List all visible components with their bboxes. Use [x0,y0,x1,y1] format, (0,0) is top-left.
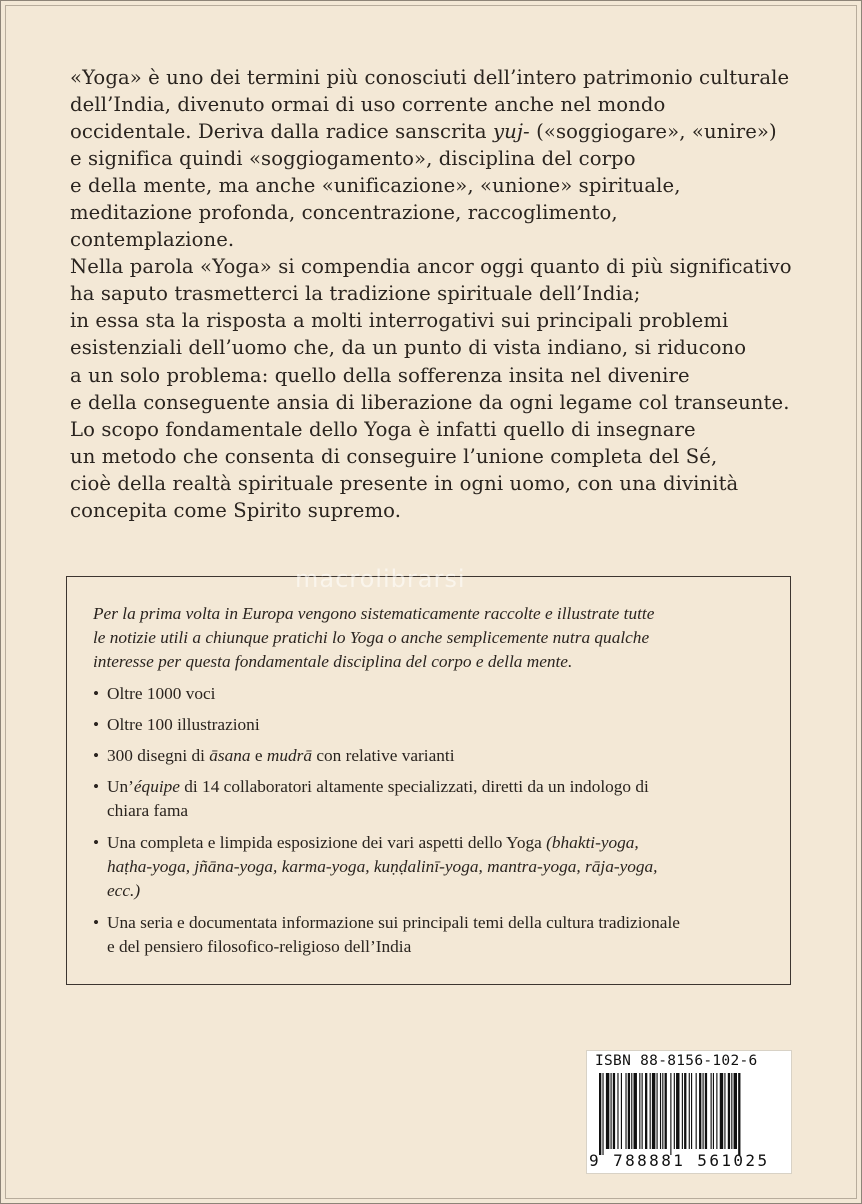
text-line: dell’India, divenuto ormai di uso corrente anche nel mondo [70,93,666,117]
barcode-block [586,1050,792,1174]
bullet: • [93,684,100,703]
intro-line: le notizie utili a chiunque pratichi lo Yoga o anche semplicemente nutra qualche [93,628,650,647]
barcode-bar [696,1073,697,1149]
barcode-bar [621,1073,622,1149]
italic-term: équipe [133,777,180,796]
barcode-bar [703,1073,704,1149]
item-line [107,775,793,799]
barcode-bar [682,1073,683,1149]
list-item [93,911,793,959]
text-line: cioè della realtà spirituale presente in ogni uomo, con una divinità [70,471,739,495]
barcode-bar [699,1073,701,1149]
barcode-bar [645,1073,647,1149]
barcode-bar [617,1073,618,1149]
text-segment: Un’ [107,777,134,796]
barcode-bar [639,1073,640,1149]
text-segment: Una completa e limpida esposizione dei vari aspetti dello Yoga [107,833,547,852]
item-text: Oltre 1000 voci [107,684,216,703]
barcode-bar [650,1073,651,1149]
italic-term: āsana [209,746,251,765]
text-line: in essa sta la risposta a molti interrogativi sui principali problemi [70,309,729,333]
barcode-bar [728,1073,730,1149]
text-line: meditazione profonda, concentrazione, raccoglimento, [70,201,618,225]
list-item [93,744,793,768]
barcode-bar [738,1073,740,1155]
item-line: chiara fama [107,801,189,820]
item-line: Una seria e documentata informazione sui principali temi della cultura tradizionale [107,913,680,932]
bullet: • [93,777,100,796]
text-line: un metodo che consenta di conseguire l’unione completa del Sé, [70,444,718,468]
bullet: • [93,746,100,765]
list-item [93,682,793,706]
list-item [93,713,793,737]
text-segment: 300 disegni di [107,746,210,765]
barcode-bar [660,1073,661,1149]
item-line [107,831,793,855]
text-line: e della conseguente ansia di liberazione da ogni legame col transeunte. [70,390,790,414]
list-item [93,831,793,903]
barcode-bar [720,1073,723,1149]
barcode-bar [731,1073,732,1149]
barcode-bar [684,1073,686,1149]
barcode-bar [657,1073,658,1149]
text-segment: con relative varianti [312,746,455,765]
item-line: e del pensiero filosofico-religioso dell’India [107,937,412,956]
text-line [70,118,810,145]
barcode-bar [724,1073,725,1149]
text-segment: e [250,746,267,765]
barcode-bar [599,1073,601,1155]
barcode-bar [689,1073,690,1149]
isbn-label: ISBN 88-8156-102-6 [595,1053,758,1069]
barcode-bar [652,1073,655,1149]
text-segment: occidentale. Deriva dalla radice sanscrita [70,120,493,144]
barcode-bar [662,1073,663,1149]
barcode-bar [665,1073,667,1149]
barcode-bar [634,1073,637,1149]
text-line: contemplazione. [70,228,235,252]
bullet: • [93,833,100,852]
intro-line: interesse per questa fondamentale disciplina del corpo e della mente. [93,652,573,671]
barcode-bar [734,1073,737,1149]
intro-line: Per la prima volta in Europa vengono sistematicamente raccolte e illustrate tutte [93,604,655,623]
text-line: esistenziali dell’uomo che, da un punto di vista indiano, si riducono [70,336,747,360]
item-text [107,746,455,765]
item-text: Oltre 100 illustrazioni [107,715,260,734]
text-line: «Yoga» è uno dei termini più conosciuti dell’intero patrimonio culturale [70,66,790,89]
watermark: macrolibrarsi [295,565,466,593]
features-intro [93,602,793,674]
text-line: Nella parola «Yoga» si compendia ancor oggi quanto di più significativo [70,255,792,279]
barcode-bar [613,1073,615,1149]
barcode-bar [674,1073,675,1149]
features-content [93,602,793,967]
barcode-bar [676,1073,679,1149]
barcode-bar [628,1073,630,1149]
italic-term: yuj- [492,120,530,144]
barcode-bar [670,1073,671,1155]
text-line: ha saputo trasmetterci la tradizione spirituale dell’India; [70,282,641,306]
barcode-bar [602,1073,603,1155]
barcode-bar [705,1073,707,1149]
text-line: concepita come Spirito supremo. [70,498,402,522]
barcode-digits: 9 788881 561025 [589,1151,770,1170]
barcode-bar [625,1073,626,1149]
text-line: e significa quindi «soggiogamento», disciplina del corpo [70,147,636,171]
item-line: haṭha-yoga, jñāna-yoga, karma-yoga, kuṇḍalinī-yoga, mantra-yoga, rāja-yoga, [107,857,658,876]
italic-term: (bhakti-yoga, [546,833,639,852]
barcode-bar [606,1073,609,1149]
text-line: e della mente, ma anche «unificazione», «unione» spirituale, [70,174,681,198]
bullet: • [93,715,100,734]
description-paragraph [70,64,810,524]
italic-term: mudrā [266,746,312,765]
features-list [93,682,793,959]
text-line: Lo scopo fondamentale dello Yoga è infatti quello di insegnare [70,417,696,441]
barcode-bars [599,1073,785,1155]
barcode-bar [711,1073,712,1149]
barcode-bar [642,1073,643,1149]
barcode-bar [691,1073,692,1149]
text-segment: di 14 collaboratori altamente specializzati, diretti da un indologo di [179,777,649,796]
text-line: a un solo problema: quello della sofferenza insita nel divenire [70,363,690,387]
item-line: ecc.) [107,881,141,900]
barcode-bar [611,1073,612,1149]
text-segment: («soggiogare», «unire») [529,120,777,144]
bullet: • [93,913,100,932]
barcode-bar [631,1073,632,1149]
list-item [93,775,793,823]
barcode-bar [713,1073,714,1149]
barcode-bar [716,1073,717,1149]
